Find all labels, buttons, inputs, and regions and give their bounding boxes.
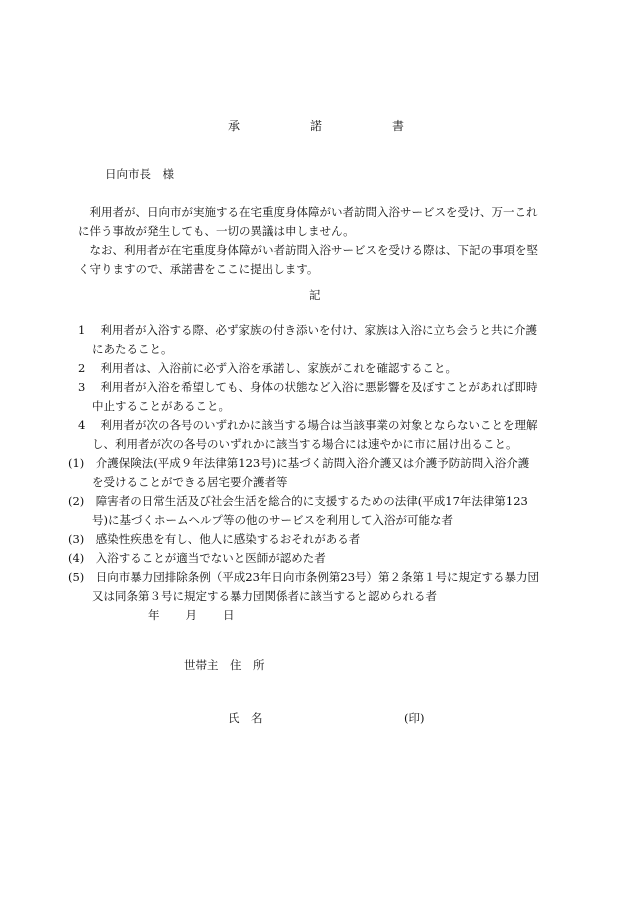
- list-item-4: 4 利用者が次の各号のいずれかに該当する場合は当該事業の対象とならないことを理解: [78, 418, 538, 432]
- title-char-3: 書: [392, 119, 405, 133]
- paragraph-line: く守りますので、承諾書をここに提出します。: [78, 262, 319, 276]
- list-item-2: 2 利用者は、入浴前に必ず入浴を承諾し、家族がこれを確認すること。: [78, 361, 457, 375]
- addressee: 日向市長 様: [105, 167, 174, 181]
- sub-item-2-cont: 号)に基づくホームヘルプ等の他のサービスを利用して入浴が可能な者: [92, 513, 453, 527]
- list-item-1-cont: にあたること。: [92, 342, 173, 356]
- name-label: 氏 名: [228, 711, 263, 725]
- sub-item-2: (2) 障害者の日常生活及び社会生活を総合的に支援するための法律(平成17年法律第123: [68, 494, 528, 508]
- title-char-2: 諾: [310, 119, 323, 133]
- title-char-1: 承: [228, 119, 241, 133]
- paragraph-line: なお、利用者が在宅重度身体障がい者訪問入浴サービスを受ける際は、下記の事項を堅: [78, 243, 538, 257]
- list-item-4-cont: し、利用者が次の各号のいずれかに該当する場合には速やかに市に届け出ること。: [92, 437, 518, 451]
- sub-item-1-cont: を受けることができる居宅要介護者等: [92, 475, 288, 489]
- list-item-1: 1 利用者が入浴する際、必ず家族の付き添いを付け、家族は入浴に立ち会うと共に介護: [78, 323, 538, 337]
- date-year: 年: [148, 608, 160, 622]
- date-line: [148, 606, 235, 625]
- date-month: 月: [185, 608, 197, 622]
- sub-item-3: (3) 感染性疾患を有し、他人に感染するおそれがある者: [68, 532, 361, 546]
- paragraph-1: [78, 203, 558, 241]
- list-item-3-cont: 中止することがあること。: [92, 399, 230, 413]
- sub-item-4: (4) 入浴することが適当でないと医師が認めた者: [68, 551, 326, 565]
- sub-item-5-cont: 又は同条第３号に規定する暴力団関係者に該当すると認められる者: [92, 589, 437, 603]
- document-title: [228, 117, 404, 136]
- seal-mark: (印): [404, 711, 425, 725]
- paragraph-2: [78, 241, 558, 279]
- date-day: 日: [223, 608, 235, 622]
- household-address-label: 世帯主 住 所: [184, 658, 265, 672]
- paragraph-line: に伴う事故が発生しても、一切の異議は申しません。: [78, 224, 355, 238]
- sub-item-5: (5) 日向市暴力団排除条例（平成23年日向市条例第23号）第２条第１号に規定する暴力団: [68, 570, 540, 584]
- list-item-3: 3 利用者が入浴を希望しても、身体の状態など入浴に悪影響を及ぼすことがあれば即時: [78, 380, 538, 394]
- ki-heading: 記: [309, 288, 321, 302]
- paragraph-line: 利用者が、日向市が実施する在宅重度身体障がい者訪問入浴サービスを受け、万一これ: [78, 205, 538, 219]
- sub-item-1: (1) 介護保険法(平成９年法律第123号)に基づく訪問入浴介護又は介護予防訪問入浴介護: [68, 456, 530, 470]
- conditions-list: [68, 321, 578, 606]
